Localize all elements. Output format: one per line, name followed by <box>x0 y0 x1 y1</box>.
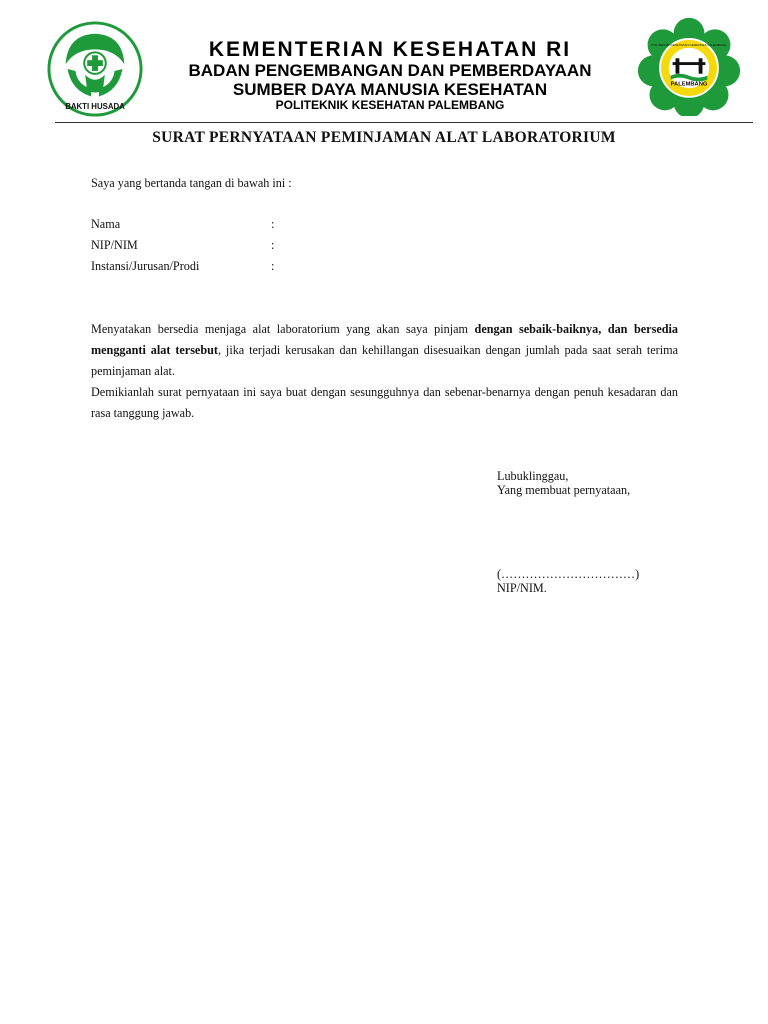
statement-part1: Menyatakan bersedia menjaga alat laboratorium yang akan saya pinjam <box>91 322 475 336</box>
statement-paragraph <box>91 319 678 382</box>
field-label-name: Nama <box>91 217 121 231</box>
header-agency-line1: BADAN PENGEMBANGAN DAN PEMBERDAYAAN <box>188 61 592 80</box>
signature-id-label: NIP/NIM. <box>497 581 547 595</box>
bakti-husada-logo <box>46 20 144 118</box>
signature-place: Lubuklinggau, <box>497 469 569 483</box>
logo-left-text: BAKTI HUSADA <box>65 102 125 112</box>
statement-part2: , jika terjadi kerusakan dan kehillangan disesuaikan dengan jumlah pada saat serah terima peminjaman alat. <box>91 343 679 378</box>
header-ministry: KEMENTERIAN KESEHATAN RI <box>208 38 572 61</box>
field-colon-nip: : <box>271 238 275 252</box>
header-institution: POLITEKNIK KESEHATAN PALEMBANG <box>275 98 505 112</box>
header-agency-line2: SUMBER DAYA MANUSIA KESEHATAN <box>232 80 548 99</box>
field-colon-instansi: : <box>271 259 275 273</box>
field-label-nip: NIP/NIM <box>91 238 138 252</box>
signature-role: Yang membuat pernyataan, <box>497 483 631 497</box>
logo-right-text: POLITEKNIK KESEHATAN KEMENKES PALEMBANG <box>651 42 727 47</box>
document-title: SURAT PERNYATAAN PEMINJAMAN ALAT LABORATORIUM <box>152 129 616 146</box>
signature-name-placeholder: (……………………………) <box>497 567 640 581</box>
intro-text: Saya yang bertanda tangan di bawah ini : <box>91 176 292 190</box>
closing-paragraph: Demikianlah surat pernyataan ini saya buat dengan sesungguhnya dan sebenar-benarnya dengan penuh kesadaran dan rasa tanggung jawab. <box>91 385 678 420</box>
logo-right-banner: PALEMBANG <box>670 81 708 88</box>
statement-bold: dengan sebaik-baiknya, dan bersedia mengganti alat tersebut <box>91 322 678 357</box>
field-label-instansi: Instansi/Jurusan/Prodi <box>91 259 200 273</box>
poltekkes-logo <box>636 16 742 116</box>
header-divider <box>55 122 753 123</box>
field-colon-name: : <box>271 217 275 231</box>
